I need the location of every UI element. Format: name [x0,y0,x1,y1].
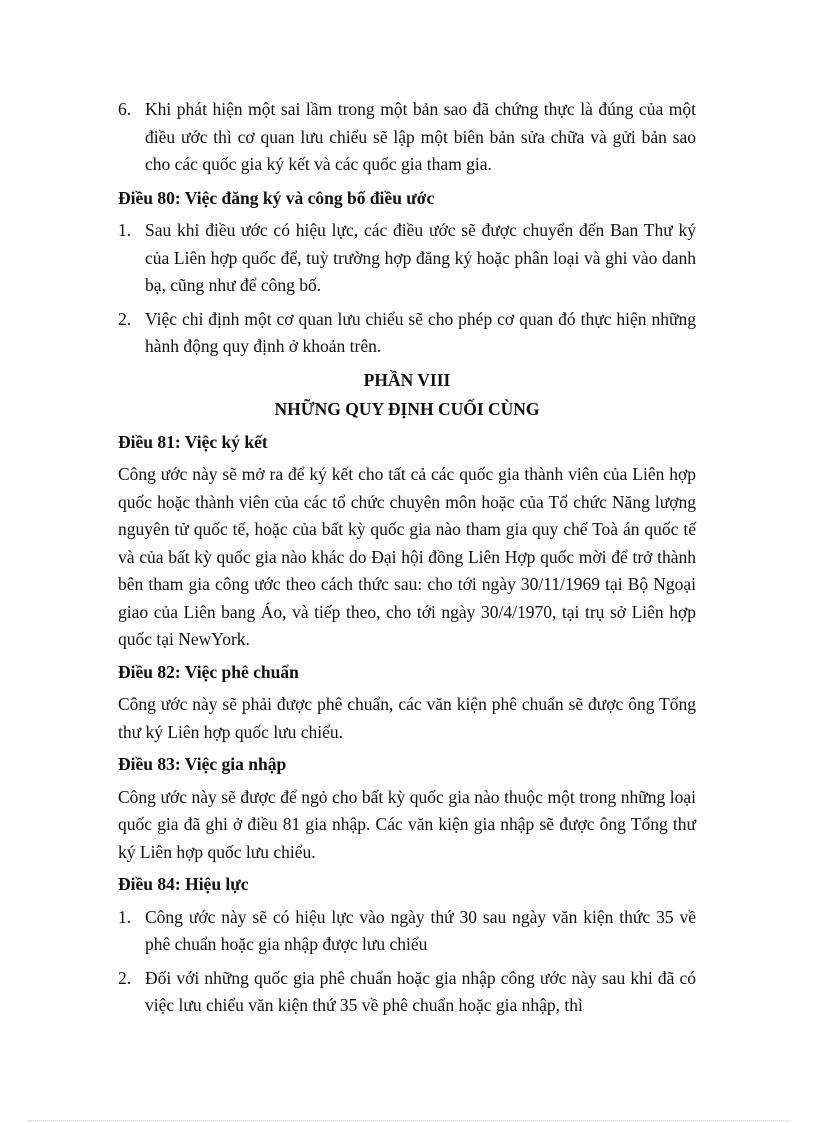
article80-heading: Điều 80: Việc đăng ký và công bố điều ước [118,187,435,208]
part-title: PHẦN VIII [363,369,451,390]
item-number: 2. [118,967,132,988]
article82-heading: Điều 82: Việc phê chuẩn [118,661,299,682]
article80-item-2 [118,306,696,361]
article81-text: Công ước này sẽ mở ra để ký kết cho tất cả các quốc gia thành viên của Liên hợp quốc hoặc thành viên của các tổ chức chuyên môn hoặc của Tổ chức Năng lượng nguyên tử quốc tế, hoặc của bất kỳ quốc gia nào tham gia quy chế Toà án quốc tế và của bất kỳ quốc gia nào khác do Đại hội đồng Liên Hợp quốc mời để trở thành bên tham gia công ước theo cách thức sau: cho tới ngày 30/11/1969 tại Bộ Ngoại giao của Liên bang Áo, và tiếp theo, cho tới ngày 30/4/1970, tại trụ sở Liên hợp quốc tại NewYork. [118,464,696,649]
document-page [118,96,696,1026]
article84-item-1 [118,904,696,959]
item-text: Công ước này sẽ có hiệu lực vào ngày thứ 30 sau ngày văn kiện thức 35 về phê chuẩn hoặc gia nhập được lưu chiểu [145,906,696,954]
article81-heading: Điều 81: Việc ký kết [118,431,268,452]
article84-item-2 [118,965,696,1020]
item-number: 6. [118,99,132,119]
page-bottom-divider [28,1120,788,1121]
article79-item-6 [118,96,696,179]
item-text: Sau khi điều ước có hiệu lực, các điều ước sẽ được chuyển đến Ban Thư ký của Liên hợp quốc để, tuỳ trường hợp đăng ký hoặc phân loại và ghi vào danh bạ, cũng như để công bố. [145,220,696,295]
article84-heading: Điều 84: Hiệu lực [118,874,249,894]
item-number: 2. [118,308,132,329]
item-text: Việc chỉ định một cơ quan lưu chiểu sẽ cho phép cơ quan đó thực hiện những hành động quy định ở khoản trên. [145,308,696,356]
item-text: Khi phát hiện một sai lầm trong một bản sao đã chứng thực là đúng của một điều ước thì cơ quan lưu chiểu sẽ lập một biên bản sửa chữa và gửi bản sao cho các quốc gia ký kết và các quốc gia tham gia. [145,99,696,174]
item-number: 1. [118,220,132,240]
part-subtitle: NHỮNG QUY ĐỊNH CUỐI CÙNG [274,399,540,419]
article83-heading: Điều 83: Việc gia nhập [118,754,287,774]
item-number: 1. [118,906,132,927]
article83-text: Công ước này sẽ được để ngỏ cho bất kỳ quốc gia nào thuộc một trong những loại quốc gia đã ghi ở điều 81 gia nhập. Các văn kiện gia nhập sẽ được ông Tổng thư ký Liên hợp quốc lưu chiểu. [118,786,696,862]
article82-text: Công ước này sẽ phải được phê chuẩn, các văn kiện phê chuẩn sẽ được ông Tổng thư ký Liên hợp quốc lưu chiểu. [118,694,696,742]
article80-item-1 [118,217,696,300]
item-text: Đối với những quốc gia phê chuẩn hoặc gia nhập công ước này sau khi đã có việc lưu chiểu văn kiện thứ 35 về phê chuẩn hoặc gia nhập, thì [145,967,696,1015]
